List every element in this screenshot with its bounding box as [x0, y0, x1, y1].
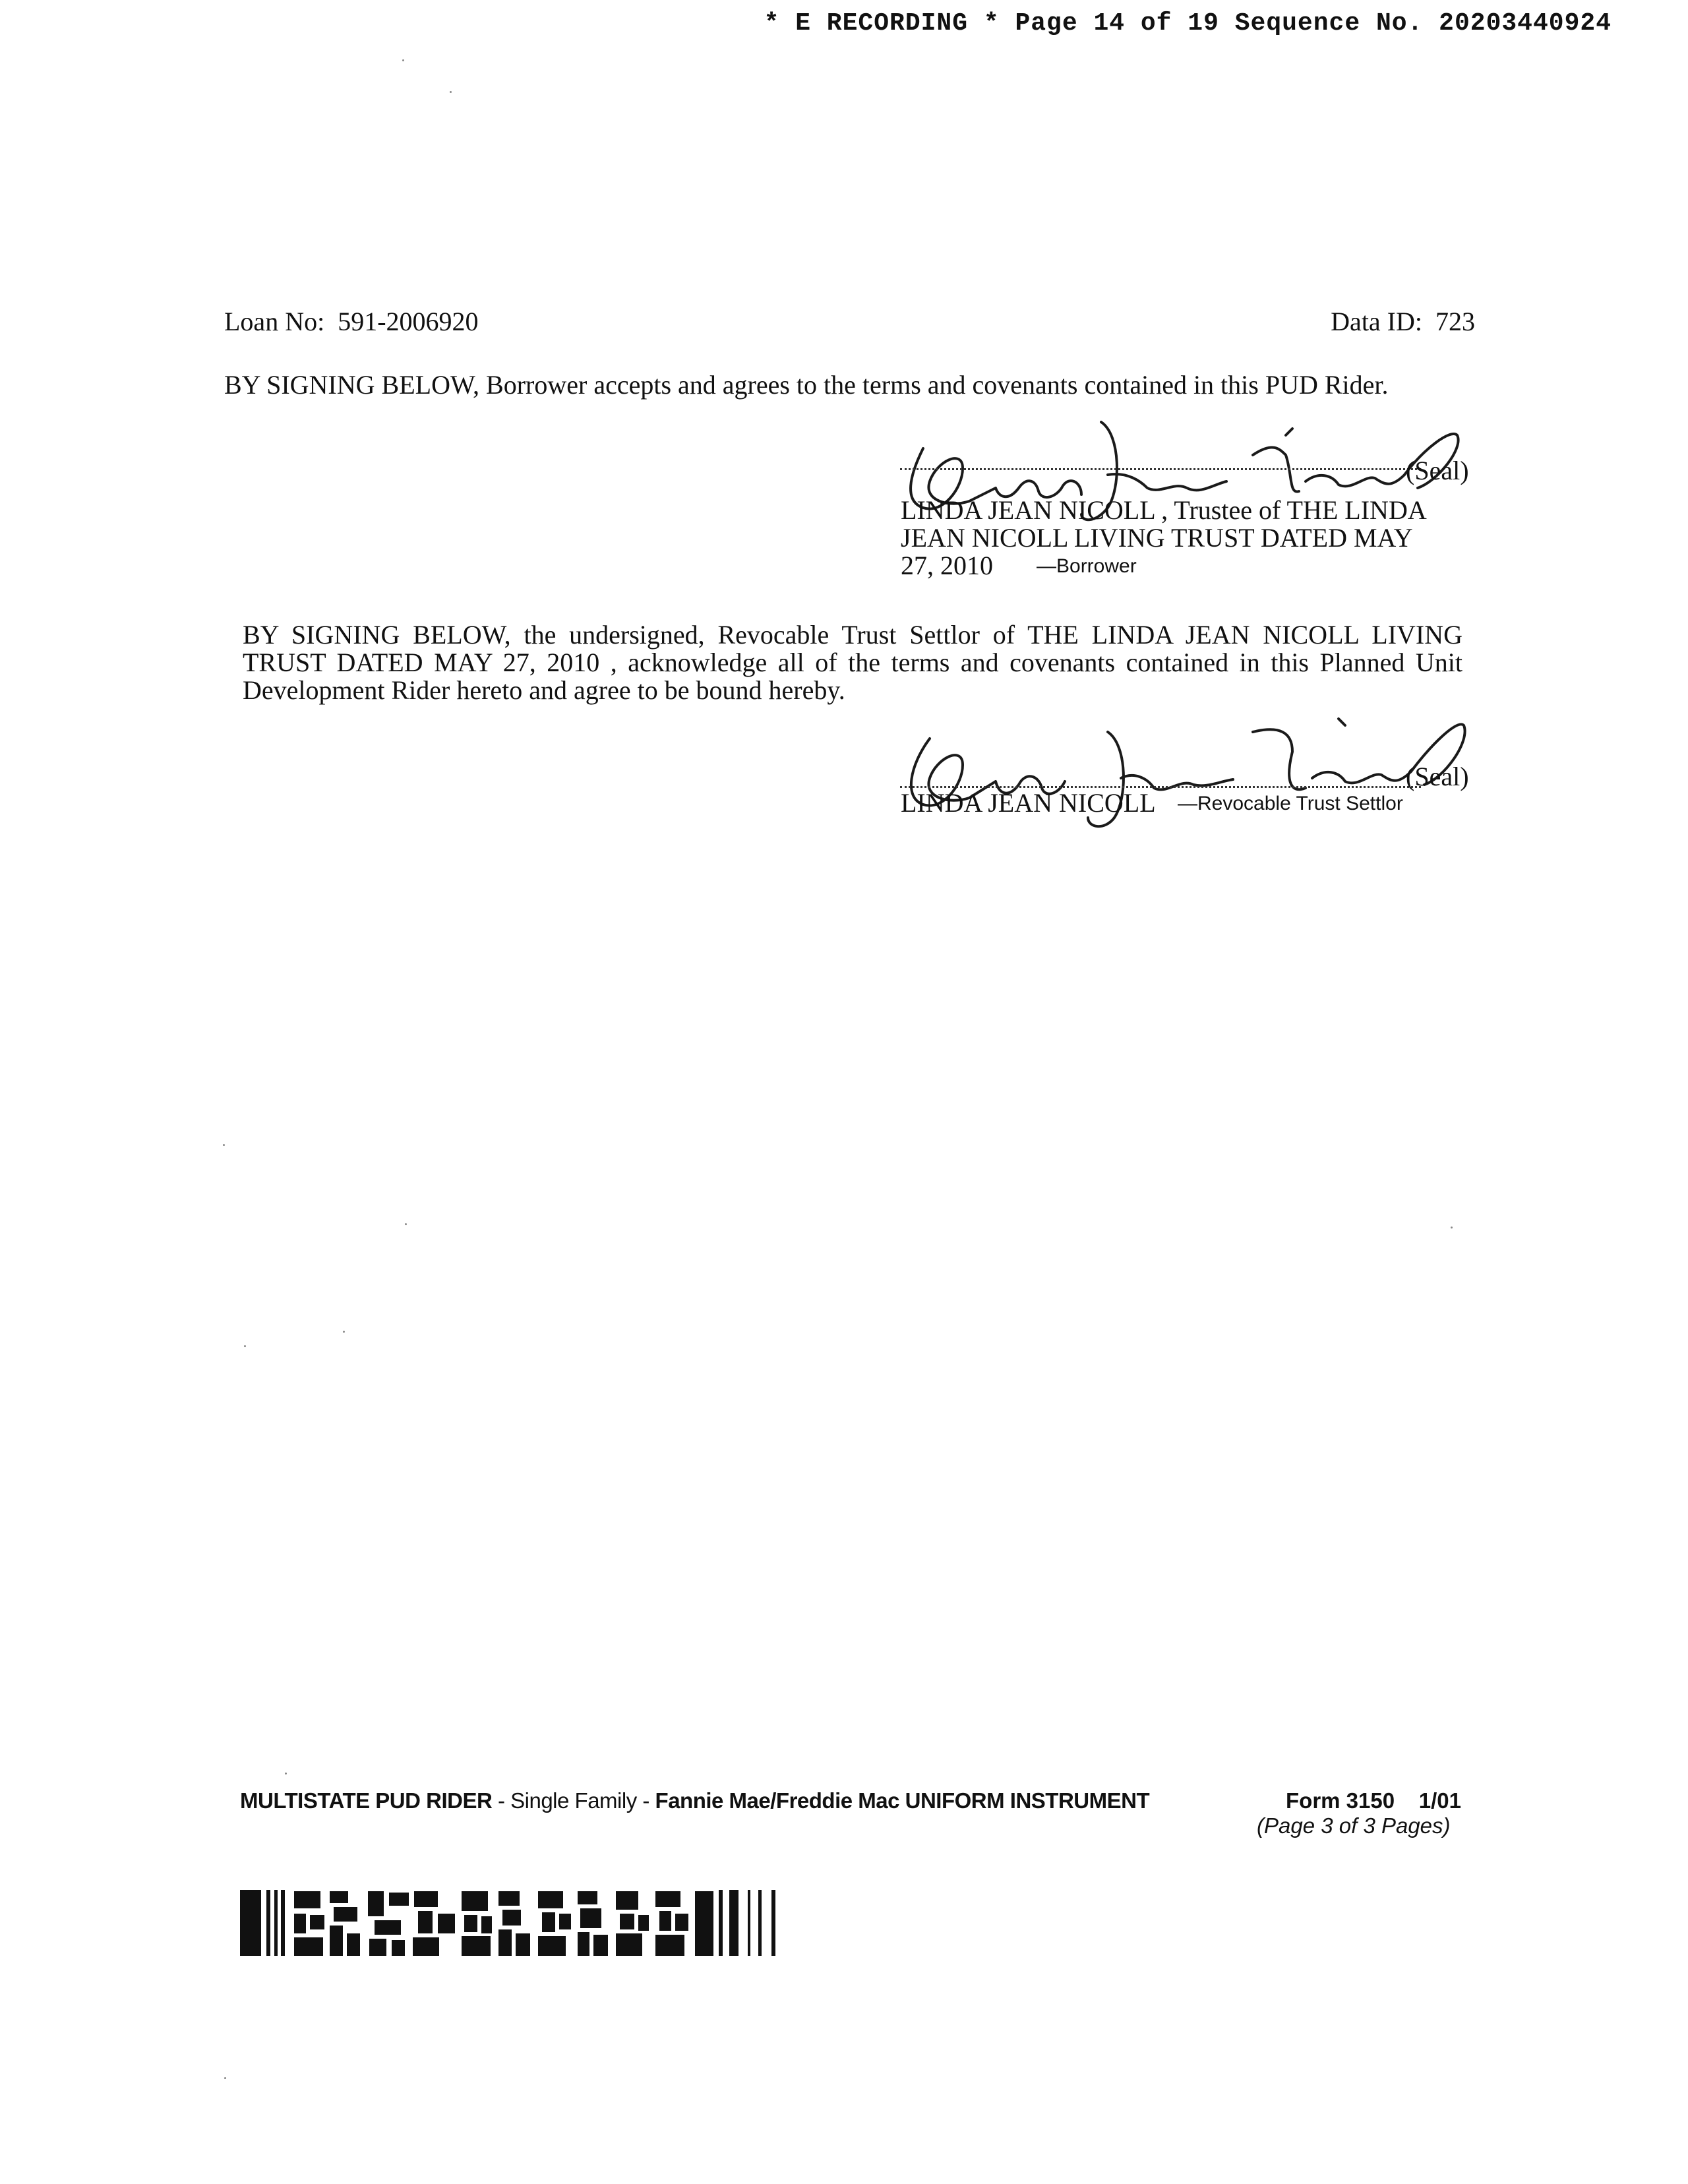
signer-name-line2: JEAN NICOLL LIVING TRUST DATED MAY [901, 523, 1413, 553]
scan-speck [405, 1223, 407, 1225]
settlor-acknowledgment-paragraph: BY SIGNING BELOW, the undersigned, Revocable Trust Settlor of THE LINDA JEAN NICOLL LIVING TRUST DATED MAY 27, 2010 , acknowledge all of the terms and covenants contained in this Planned Unit Development Rider hereto and agree to be bound hereby. [243, 620, 1462, 705]
signature-line [900, 468, 1421, 470]
scan-speck [285, 1773, 287, 1774]
scan-speck [224, 2077, 226, 2079]
settlor-name: LINDA JEAN NICOLL [901, 788, 1156, 818]
loan-number-label: Loan No: [224, 307, 325, 336]
recording-header: * E RECORDING * Page 14 of 19 Sequence No. 20203440924 [764, 9, 1612, 38]
loan-number [224, 307, 479, 336]
form-title-part2: Fannie Mae/Freddie Mac UNIFORM INSTRUMENT [655, 1788, 1150, 1813]
signer-role: —Borrower [1037, 555, 1137, 577]
borrower-acceptance-paragraph: BY SIGNING BELOW, Borrower accepts and agrees to the terms and covenants contained in this PUD Rider. [224, 370, 1389, 400]
form-title-part1: MULTISTATE PUD RIDER [240, 1788, 493, 1813]
barcode-icon [240, 1887, 899, 1958]
seal-label: (Seal) [1406, 456, 1469, 485]
form-number: Form 3150 1/01 [1286, 1788, 1461, 1813]
scan-speck [244, 1345, 246, 1347]
scan-speck [223, 1144, 225, 1146]
data-id [1331, 307, 1475, 336]
page-count: (Page 3 of 3 Pages) [1257, 1813, 1451, 1838]
signer-name-line3: 27, 2010 [901, 551, 993, 580]
loan-number-value: 591-2006920 [338, 307, 479, 336]
signer-name-line1: LINDA JEAN NICOLL , Trustee of THE LINDA [901, 495, 1427, 525]
handwritten-signature-icon [884, 706, 1497, 837]
data-id-label: Data ID: [1331, 307, 1422, 336]
scan-speck [1451, 1227, 1453, 1228]
scan-speck [450, 91, 452, 93]
scan-speck [402, 59, 404, 61]
data-id-value: 723 [1435, 307, 1475, 336]
form-title-separator: - Single Family - [492, 1788, 655, 1813]
scan-speck [343, 1331, 345, 1333]
settlor-role: —Revocable Trust Settlor [1178, 793, 1403, 814]
seal-label: (Seal) [1406, 762, 1469, 791]
form-title [240, 1788, 1149, 1813]
